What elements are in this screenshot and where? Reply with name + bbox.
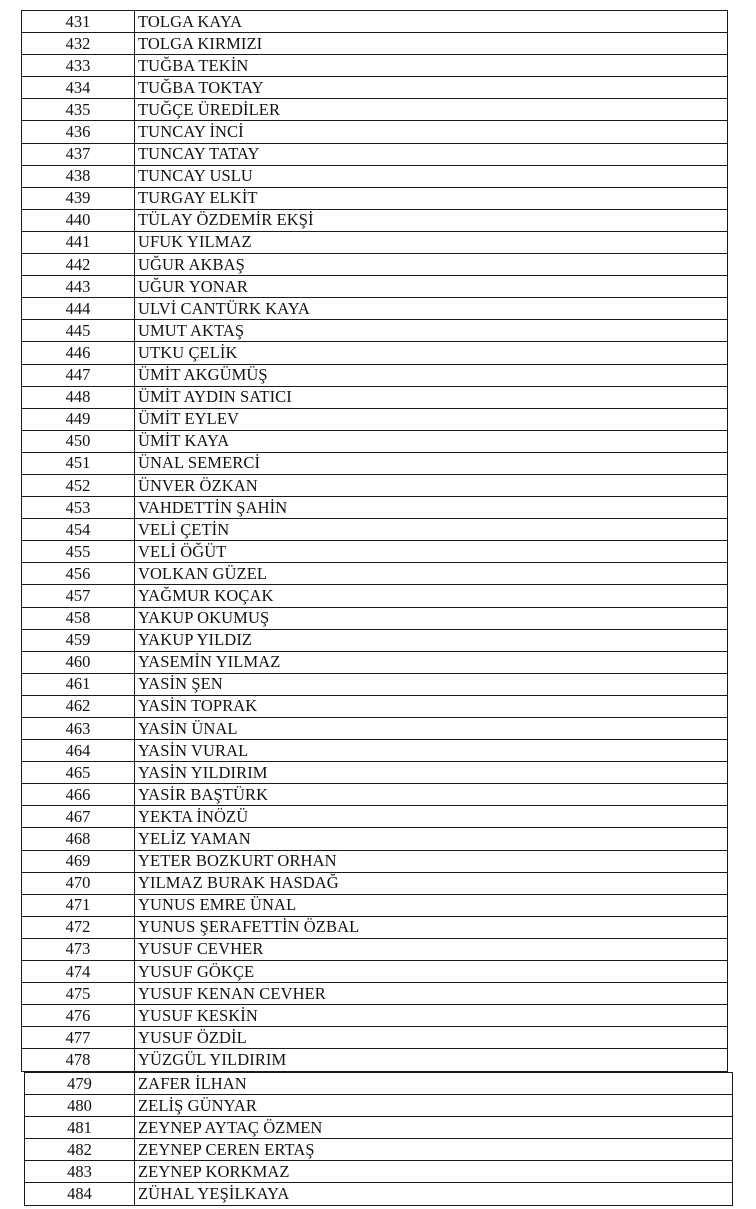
row-number: 457 — [22, 585, 135, 607]
person-name: YASİN TOPRAK — [135, 695, 728, 717]
person-name: ÜMİT AKGÜMÜŞ — [135, 364, 728, 386]
table-row — [22, 850, 728, 872]
table-row — [22, 320, 728, 342]
table-row — [22, 585, 728, 607]
table-row — [22, 11, 728, 33]
table-row — [25, 1117, 733, 1139]
table-row — [22, 408, 728, 430]
person-name: TUNCAY USLU — [135, 165, 728, 187]
person-name: UĞUR YONAR — [135, 276, 728, 298]
row-number: 460 — [22, 651, 135, 673]
person-name: TUNCAY İNCİ — [135, 121, 728, 143]
person-name: YASİN VURAL — [135, 740, 728, 762]
person-name: YUSUF CEVHER — [135, 938, 728, 960]
table-row — [22, 629, 728, 651]
row-number: 482 — [25, 1139, 135, 1161]
person-name: VELİ ÖĞÜT — [135, 541, 728, 563]
person-name: VAHDETTİN ŞAHİN — [135, 497, 728, 519]
row-number: 461 — [22, 673, 135, 695]
row-number: 459 — [22, 629, 135, 651]
person-name: ZELİŞ GÜNYAR — [135, 1095, 733, 1117]
table-row — [22, 938, 728, 960]
row-number: 472 — [22, 916, 135, 938]
table-row — [22, 497, 728, 519]
row-number: 480 — [25, 1095, 135, 1117]
table-row — [25, 1183, 733, 1205]
person-name: YASİN ÜNAL — [135, 718, 728, 740]
row-number: 433 — [22, 55, 135, 77]
table-row — [22, 364, 728, 386]
row-number: 462 — [22, 695, 135, 717]
table-row — [22, 121, 728, 143]
person-name: ZEYNEP AYTAÇ ÖZMEN — [135, 1117, 733, 1139]
table-row — [25, 1161, 733, 1183]
row-number: 464 — [22, 740, 135, 762]
table-row — [25, 1095, 733, 1117]
person-name: TOLGA KIRMIZI — [135, 33, 728, 55]
row-number: 479 — [25, 1073, 135, 1095]
row-number: 434 — [22, 77, 135, 99]
row-number: 441 — [22, 231, 135, 253]
row-number: 481 — [25, 1117, 135, 1139]
table-row — [22, 99, 728, 121]
person-name: TÜLAY ÖZDEMİR EKŞİ — [135, 209, 728, 231]
table-row — [22, 651, 728, 673]
name-list-table-continued — [24, 1072, 733, 1206]
row-number: 463 — [22, 718, 135, 740]
person-name: YÜZGÜL YILDIRIM — [135, 1049, 728, 1071]
row-number: 450 — [22, 430, 135, 452]
person-name: UMUT AKTAŞ — [135, 320, 728, 342]
person-name: TOLGA KAYA — [135, 11, 728, 33]
person-name: UFUK YILMAZ — [135, 231, 728, 253]
table-row — [22, 298, 728, 320]
row-number: 443 — [22, 276, 135, 298]
row-number: 454 — [22, 519, 135, 541]
table-row — [22, 386, 728, 408]
person-name: YUSUF KENAN CEVHER — [135, 983, 728, 1005]
person-name: YETER BOZKURT ORHAN — [135, 850, 728, 872]
person-name: YUNUS ŞERAFETTİN ÖZBAL — [135, 916, 728, 938]
row-number: 483 — [25, 1161, 135, 1183]
row-number: 437 — [22, 143, 135, 165]
table-row — [22, 452, 728, 474]
table-row — [22, 209, 728, 231]
name-list-table — [21, 10, 728, 1072]
person-name: TUĞÇE ÜREDİLER — [135, 99, 728, 121]
table-row — [22, 806, 728, 828]
table-row — [22, 187, 728, 209]
table-row — [22, 276, 728, 298]
person-name: VOLKAN GÜZEL — [135, 563, 728, 585]
row-number: 484 — [25, 1183, 135, 1205]
person-name: YUSUF KESKİN — [135, 1005, 728, 1027]
table-row — [22, 33, 728, 55]
person-name: YEKTA İNÖZÜ — [135, 806, 728, 828]
row-number: 458 — [22, 607, 135, 629]
person-name: ULVİ CANTÜRK KAYA — [135, 298, 728, 320]
table-row — [22, 607, 728, 629]
row-number: 468 — [22, 828, 135, 850]
person-name: TUĞBA TOKTAY — [135, 77, 728, 99]
name-list-body — [25, 1073, 733, 1206]
person-name: ÜMİT EYLEV — [135, 408, 728, 430]
table-row — [22, 740, 728, 762]
row-number: 432 — [22, 33, 135, 55]
person-name: ÜMİT AYDIN SATICI — [135, 386, 728, 408]
person-name: ÜNVER ÖZKAN — [135, 474, 728, 496]
person-name: YELİZ YAMAN — [135, 828, 728, 850]
person-name: YAKUP YILDIZ — [135, 629, 728, 651]
table-row — [25, 1139, 733, 1161]
table-row — [22, 673, 728, 695]
person-name: ZEYNEP CEREN ERTAŞ — [135, 1139, 733, 1161]
row-number: 440 — [22, 209, 135, 231]
person-name: YASİR BAŞTÜRK — [135, 784, 728, 806]
row-number: 435 — [22, 99, 135, 121]
row-number: 466 — [22, 784, 135, 806]
table-row — [22, 695, 728, 717]
person-name: UĞUR AKBAŞ — [135, 254, 728, 276]
table-row — [22, 983, 728, 1005]
row-number: 469 — [22, 850, 135, 872]
person-name: UTKU ÇELİK — [135, 342, 728, 364]
table-row — [22, 231, 728, 253]
person-name: YASİN ŞEN — [135, 673, 728, 695]
row-number: 474 — [22, 961, 135, 983]
table-row — [22, 342, 728, 364]
person-name: YUSUF GÖKÇE — [135, 961, 728, 983]
row-number: 447 — [22, 364, 135, 386]
row-number: 436 — [22, 121, 135, 143]
table-row — [22, 916, 728, 938]
row-number: 477 — [22, 1027, 135, 1049]
person-name: VELİ ÇETİN — [135, 519, 728, 541]
row-number: 471 — [22, 894, 135, 916]
row-number: 444 — [22, 298, 135, 320]
person-name: YILMAZ BURAK HASDAĞ — [135, 872, 728, 894]
row-number: 438 — [22, 165, 135, 187]
table-row — [22, 872, 728, 894]
row-number: 467 — [22, 806, 135, 828]
person-name: TUNCAY TATAY — [135, 143, 728, 165]
table-row — [22, 77, 728, 99]
table-row — [22, 563, 728, 585]
row-number: 476 — [22, 1005, 135, 1027]
table-row — [22, 894, 728, 916]
person-name: ZÜHAL YEŞİLKAYA — [135, 1183, 733, 1205]
person-name: ZEYNEP KORKMAZ — [135, 1161, 733, 1183]
table-row — [22, 254, 728, 276]
row-number: 465 — [22, 762, 135, 784]
person-name: YASEMİN YILMAZ — [135, 651, 728, 673]
row-number: 448 — [22, 386, 135, 408]
row-number: 451 — [22, 452, 135, 474]
person-name: YUNUS EMRE ÜNAL — [135, 894, 728, 916]
person-name: ÜNAL SEMERCİ — [135, 452, 728, 474]
table-row — [22, 165, 728, 187]
table-row — [22, 828, 728, 850]
table-row — [22, 55, 728, 77]
person-name: ZAFER İLHAN — [135, 1073, 733, 1095]
table-row — [22, 784, 728, 806]
table-row — [22, 143, 728, 165]
table-row — [22, 1005, 728, 1027]
person-name: YAKUP OKUMUŞ — [135, 607, 728, 629]
row-number: 470 — [22, 872, 135, 894]
row-number: 439 — [22, 187, 135, 209]
row-number: 456 — [22, 563, 135, 585]
table-row — [22, 474, 728, 496]
row-number: 446 — [22, 342, 135, 364]
table-row — [22, 961, 728, 983]
table-row — [22, 762, 728, 784]
table-row — [22, 519, 728, 541]
person-name: YAĞMUR KOÇAK — [135, 585, 728, 607]
table-row — [22, 541, 728, 563]
table-row — [22, 1049, 728, 1071]
person-name: TURGAY ELKİT — [135, 187, 728, 209]
row-number: 452 — [22, 474, 135, 496]
row-number: 473 — [22, 938, 135, 960]
row-number: 449 — [22, 408, 135, 430]
row-number: 442 — [22, 254, 135, 276]
table-row — [22, 718, 728, 740]
row-number: 455 — [22, 541, 135, 563]
row-number: 445 — [22, 320, 135, 342]
row-number: 453 — [22, 497, 135, 519]
person-name: ÜMİT KAYA — [135, 430, 728, 452]
table-row — [22, 1027, 728, 1049]
person-name: YUSUF ÖZDİL — [135, 1027, 728, 1049]
person-name: TUĞBA TEKİN — [135, 55, 728, 77]
row-number: 431 — [22, 11, 135, 33]
name-list-body — [22, 11, 728, 1072]
row-number: 475 — [22, 983, 135, 1005]
person-name: YASİN YILDIRIM — [135, 762, 728, 784]
table-row — [22, 430, 728, 452]
row-number: 478 — [22, 1049, 135, 1071]
table-row — [25, 1073, 733, 1095]
